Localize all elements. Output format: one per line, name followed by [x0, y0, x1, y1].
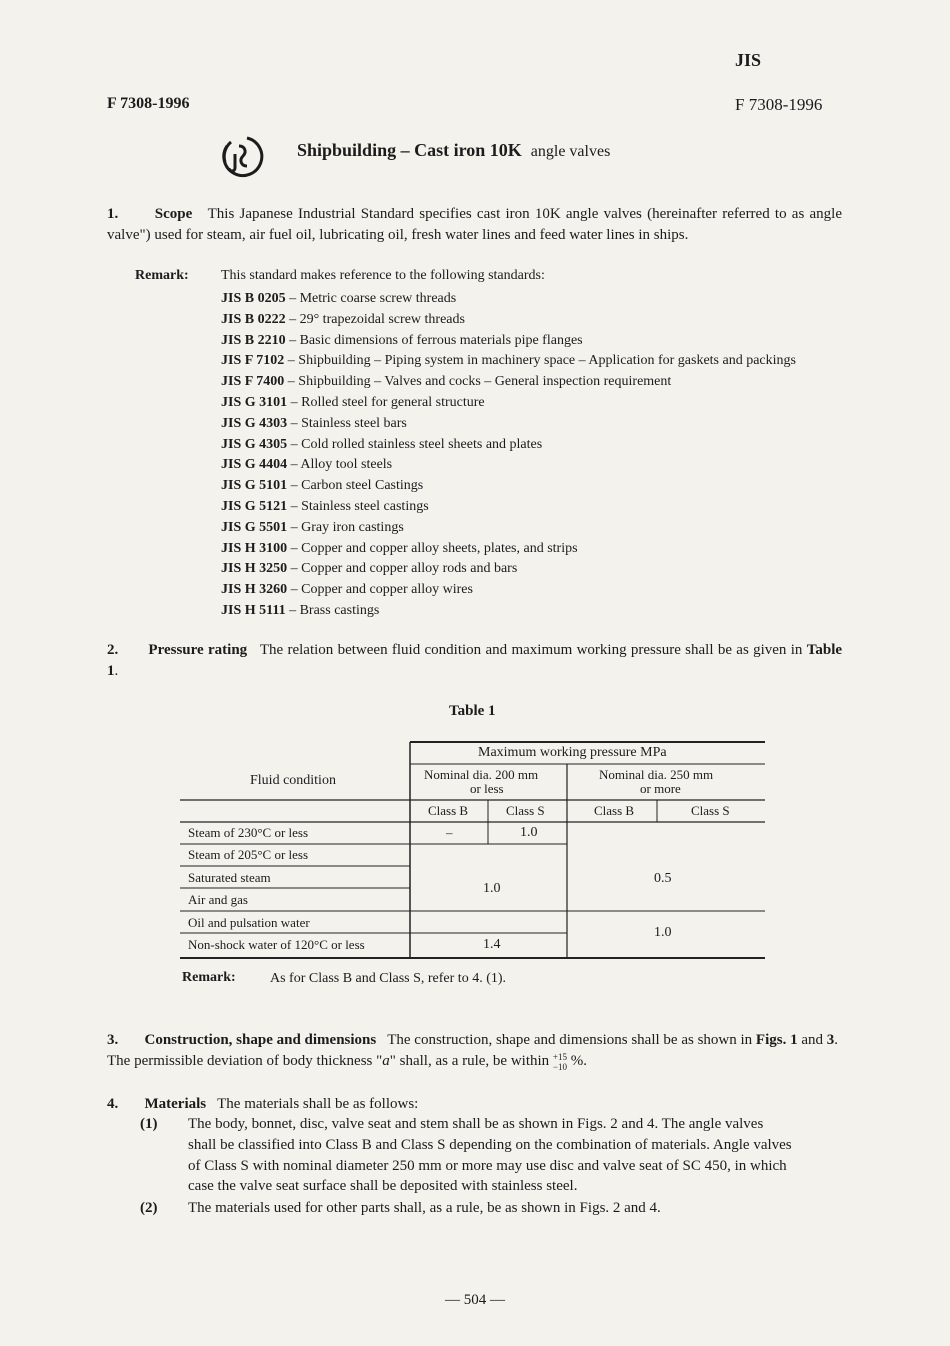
page-number: — 504 — — [445, 1292, 505, 1308]
section-materials: 4. Materials The materials shall be as follows: — [107, 1096, 419, 1112]
header-fluid-condition: Fluid condition — [250, 773, 336, 788]
section-pressure-rating: 2. Pressure rating The relation between fluid condition and maximum working pressure shall be as given in Table 1. — [107, 642, 843, 679]
section-scope: 1. Scope This Japanese Industrial Standard specifies cast iron 10K angle valves (hereinafter referred to as angle valve") used for steam, air fuel oil, lubricating oil, fresh water lines and feed water lines in ships. — [107, 206, 842, 243]
list-item: JIS F 7400 – Shipbuilding – Valves and cocks – General inspection requirement — [221, 374, 672, 390]
doc-id-left: F 7308-1996 — [107, 95, 190, 112]
list-item: JIS H 3250 – Copper and copper alloy rods and bars — [221, 561, 518, 577]
item-2-text: The materials used for other parts shall, as a rule, be as shown in Figs. 2 and 4. — [188, 1200, 661, 1216]
list-item: JIS B 2210 – Basic dimensions of ferrous materials pipe flanges — [221, 332, 583, 348]
value-steam230-b: – — [446, 825, 453, 840]
header-class-b-large: Class B — [594, 803, 635, 818]
table-row: Saturated steam — [188, 870, 271, 885]
list-item: JIS G 4303 – Stainless steel bars — [221, 415, 407, 431]
value-small-water: 1.4 — [483, 937, 501, 952]
table-row: Non-shock water of 120°C or less — [188, 937, 365, 952]
doc-id-right: F 7308-1996 — [735, 95, 823, 114]
remark-label: Remark: — [135, 268, 189, 283]
item-1-number: (1) — [140, 1116, 158, 1132]
list-item: JIS G 4404 – Alloy tool steels — [221, 457, 393, 473]
header-dia-250: Nominal dia. 250 mm — [599, 767, 714, 782]
page-title: Shipbuilding – Cast iron 10K angle valves — [297, 140, 611, 160]
list-item: JIS G 5101 – Carbon steel Castings — [221, 478, 424, 494]
jis-mark: JIS — [735, 50, 762, 70]
header-class-s-large: Class S — [691, 803, 730, 818]
list-item: JIS H 5111 – Brass castings — [221, 602, 380, 618]
list-item: JIS G 3101 – Rolled steel for general structure — [221, 394, 485, 410]
header-max-pressure: Maximum working pressure MPa — [478, 745, 667, 760]
list-item: JIS G 5121 – Stainless steel castings — [221, 498, 429, 514]
list-item: JIS F 7102 – Shipbuilding – Piping system in machinery space – Application for gaskets and packings — [221, 353, 796, 369]
table-row: Air and gas — [188, 892, 248, 907]
value-small-common: 1.0 — [483, 881, 501, 896]
value-large-steam: 0.5 — [654, 871, 672, 886]
value-large-water: 1.0 — [654, 925, 672, 940]
value-steam230-s: 1.0 — [520, 825, 538, 840]
list-item: JIS B 0205 – Metric coarse screw threads — [221, 291, 457, 306]
remark-intro: This standard makes reference to the following standards: — [221, 268, 545, 283]
list-item: JIS G 5501 – Gray iron castings — [221, 519, 404, 535]
item-2-number: (2) — [140, 1200, 158, 1216]
list-item: JIS H 3100 – Copper and copper alloy sheets, plates, and strips — [221, 540, 578, 556]
header-class-b-small: Class B — [428, 803, 469, 818]
header-dia-250b: or more — [640, 781, 681, 796]
table-row: Steam of 230°C or less — [188, 825, 309, 840]
section-construction: 3. Construction, shape and dimensions The construction, shape and dimensions shall be as shown in Figs. 1 and 3. The permissible deviation of body thickness "a" shall, as a rule, be within +15 −10 %. — [107, 1032, 838, 1072]
header-dia-200: Nominal dia. 200 mm — [424, 767, 539, 782]
table-row: Oil and pulsation water — [188, 915, 310, 930]
tolerance-minus: −10 — [552, 1061, 567, 1072]
header-dia-200b: or less — [470, 781, 504, 796]
item-1-text: The body, bonnet, disc, valve seat and stem shall be as shown in Figs. 2 and 4. The angle valves shall be classified into Class B and Class S depending on the combination of materials. Angle valves of Class S with nominal diameter 250 mm or more may use disc and valve seat of SC 450, in which case the valve seat surface shall be deposited with stainless steel. — [188, 1116, 792, 1195]
list-item: JIS H 3260 – Copper and copper alloy wires — [221, 582, 473, 598]
table-remark-label: Remark: — [182, 970, 236, 985]
table-remark-text: As for Class B and Class S, refer to 4. (1). — [270, 971, 507, 986]
standards-list — [221, 289, 796, 622]
header-class-s-small: Class S — [506, 803, 545, 818]
list-item: JIS B 0222 – 29° trapezoidal screw threads — [221, 311, 465, 327]
tolerance-plus: +15 — [552, 1051, 567, 1062]
list-item: JIS G 4305 – Cold rolled stainless steel sheets and plates — [221, 436, 543, 452]
table-title: Table 1 — [449, 703, 496, 719]
table-row: Steam of 205°C or less — [188, 847, 309, 862]
jis-logo-icon — [217, 132, 265, 180]
